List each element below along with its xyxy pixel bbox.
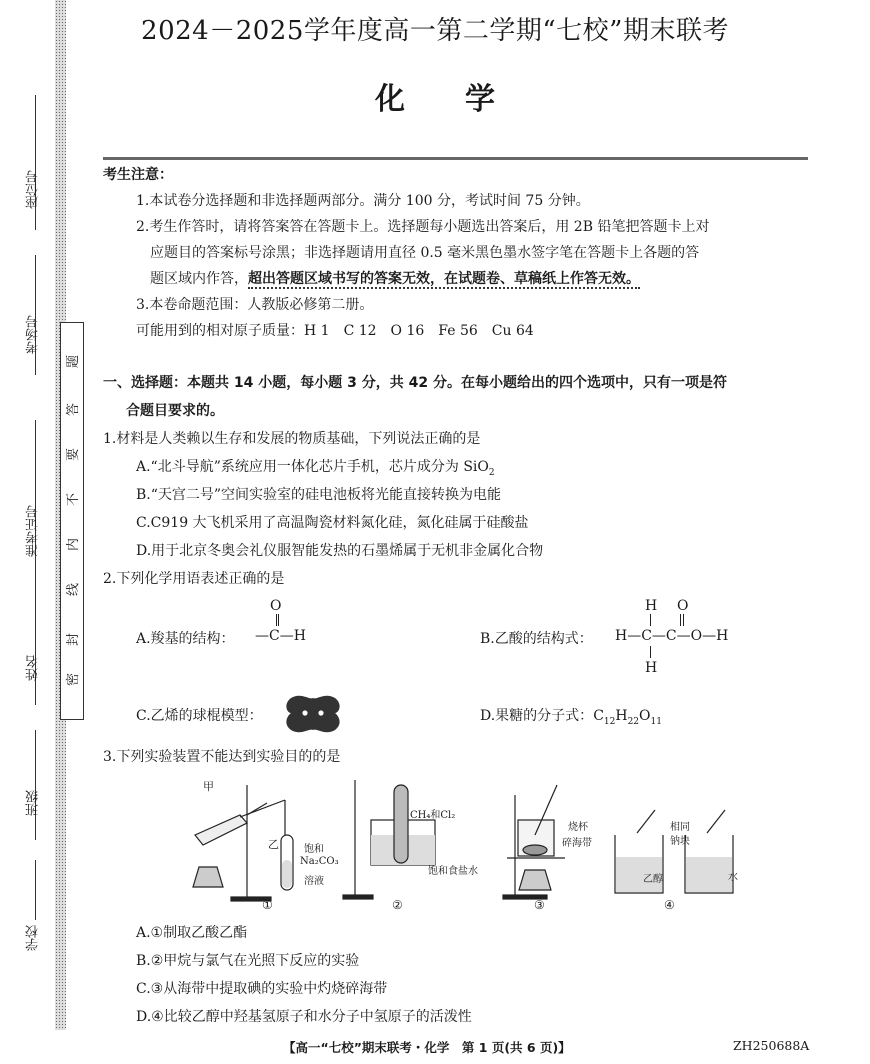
seal-box — [60, 322, 84, 720]
label-na2co3: Na₂CO₃ — [300, 856, 339, 867]
notice-item-2: 2.考生作答时，请将答案答在答题卡上。选择题每小题选出答案后，用 2B 铅笔把答题卡上对 — [136, 219, 710, 235]
school-line — [35, 860, 36, 920]
notice-item-3: 3.本卷命题范围：人教版必修第二册。 — [136, 297, 374, 313]
seal-char: 要 — [66, 447, 82, 462]
single-bond — [650, 614, 651, 626]
q2-option-a: A.羧基的结构： — [136, 631, 235, 647]
label-same: 相同 — [670, 822, 690, 833]
subject-char: 化 — [375, 82, 405, 117]
atomic-masses: 可能用到的相对原子质量：H 1 C 12 O 16 Fe 56 Cu 64 — [136, 323, 534, 339]
single-bond — [650, 646, 651, 658]
option-text: A.“北斗导航”系统应用一体化芯片手机，芯片成分为 SiO — [136, 459, 489, 475]
ball-stick-model-image — [283, 692, 343, 734]
notice-emphasis: 超出答题区域书写的答案无效，在试题卷、草稿纸上作答无效。 — [248, 271, 640, 287]
figure-number: ③ — [534, 898, 545, 912]
seal-char: 内 — [66, 537, 82, 552]
q1-option-d: D.用于北京冬奥会礼仪服智能发热的石墨烯属于无机非金属化合物 — [136, 543, 544, 559]
q1-option-c: C.C919 大飞机采用了高温陶瓷材料氮化硅，氮化硅属于硅酸盐 — [136, 515, 529, 531]
name-label: 姓名 — [26, 655, 41, 681]
name-line — [35, 600, 36, 705]
subscript: 12 — [603, 716, 616, 727]
q2-option-b: B.乙酸的结构式： — [480, 631, 593, 647]
class-label: 班级 — [26, 790, 41, 816]
notice-item-2-cont: 应题目的答案标号涂黑；非选择题请用直径 0.5 毫米黑色墨水签字笔在答题卡上各题的答 — [150, 245, 700, 261]
subject-title — [0, 74, 870, 118]
formula: C — [593, 708, 604, 724]
figure-number: ④ — [664, 898, 675, 912]
notice-heading: 考生注意： — [103, 167, 173, 183]
label-jia: 甲 — [203, 780, 214, 793]
label-beaker: 烧杯 — [568, 822, 588, 833]
formula: O — [639, 708, 651, 724]
label-sodium: 钠块 — [670, 836, 690, 847]
label-saturated: 饱和 — [304, 844, 324, 855]
figure-number: ① — [262, 898, 273, 912]
q3-stem: 3.下列实验装置不能达到实验目的的是 — [103, 749, 341, 765]
label-ethanol: 乙醇 — [643, 874, 663, 885]
notice-item-2-cont — [150, 268, 640, 288]
section-heading: 一、选择题：本题共 14 小题，每小题 3 分，共 42 分。在每小题给出的四个选项中，只有一项是符 — [103, 375, 727, 391]
struct-b-oxygen: O — [677, 598, 689, 614]
q3-option-c: C.③从海带中提取碘的实验中灼烧碎海带 — [136, 981, 388, 997]
q2-option-c: C.乙烯的球棍模型： — [136, 708, 263, 724]
struct-b-top-h: H — [645, 598, 658, 614]
seal-char: 不 — [66, 492, 82, 507]
formula: H — [615, 708, 628, 724]
notice-item-1: 1.本试卷分选择题和非选择题两部分。满分 100 分，考试时间 75 分钟。 — [136, 193, 590, 209]
header-rule — [103, 157, 808, 160]
section-heading-cont: 合题目要求的。 — [126, 403, 224, 419]
q2-option-d — [480, 705, 662, 727]
q1-option-b: B.“天宫二号”空间实验室的硅电池板将光能直接转换为电能 — [136, 487, 502, 503]
exam-title: 2024－2025学年度高一第二学期“七校”期末联考 — [141, 16, 729, 46]
paper-code: ZH250688A — [733, 1038, 810, 1053]
q3-option-b: B.②甲烷与氯气在光照下反应的实验 — [136, 953, 360, 969]
q3-option-d: D.④比较乙醇中羟基氢原子和水分子中氢原子的活泼性 — [136, 1009, 472, 1025]
exam-id-label: 准考证号 — [26, 505, 41, 557]
figure-number: ② — [392, 898, 403, 912]
notice-text: 题区域内作答， — [150, 271, 248, 287]
double-bond — [276, 614, 279, 626]
struct-a-chain: —C—H — [255, 628, 306, 644]
double-bond — [680, 614, 684, 626]
label-water: 水 — [728, 872, 738, 883]
label-brine: 饱和食盐水 — [428, 866, 478, 877]
label-yi: 乙 — [268, 838, 279, 851]
subscript: 2 — [488, 467, 495, 478]
seal-char: 答 — [66, 402, 82, 417]
seal-char: 封 — [66, 632, 82, 647]
seal-char: 密 — [66, 672, 82, 687]
label-ch4-cl2: CH₄和Cl₂ — [410, 810, 456, 821]
school-label: 学校 — [26, 925, 41, 951]
struct-a-oxygen: O — [270, 598, 282, 614]
class-line — [35, 730, 36, 840]
seal-char: 线 — [66, 582, 82, 597]
label-seaweed: 碎海带 — [562, 838, 592, 849]
label-solution: 溶液 — [304, 876, 324, 887]
q1-stem: 1.材料是人类赖以生存和发展的物质基础，下列说法正确的是 — [103, 431, 481, 447]
q2-stem: 2.下列化学用语表述正确的是 — [103, 571, 285, 587]
seat-label: 座位号 — [26, 170, 41, 209]
page-footer: 【高一“七校”期末联考・化学 第 1 页(共 6 页)】 — [283, 1040, 571, 1055]
subject-char: 学 — [465, 82, 495, 117]
struct-b-chain: H—C—C—O—H — [615, 628, 729, 644]
q1-option-a — [136, 456, 495, 478]
q3-option-a: A.①制取乙酸乙酯 — [136, 925, 248, 941]
room-label: 考场号 — [26, 315, 41, 354]
subscript: 22 — [627, 716, 640, 727]
seal-char: 题 — [66, 354, 82, 369]
option-text: D.果糖的分子式： — [480, 708, 594, 724]
struct-b-bottom-h: H — [645, 660, 658, 676]
subscript: 11 — [650, 716, 662, 727]
